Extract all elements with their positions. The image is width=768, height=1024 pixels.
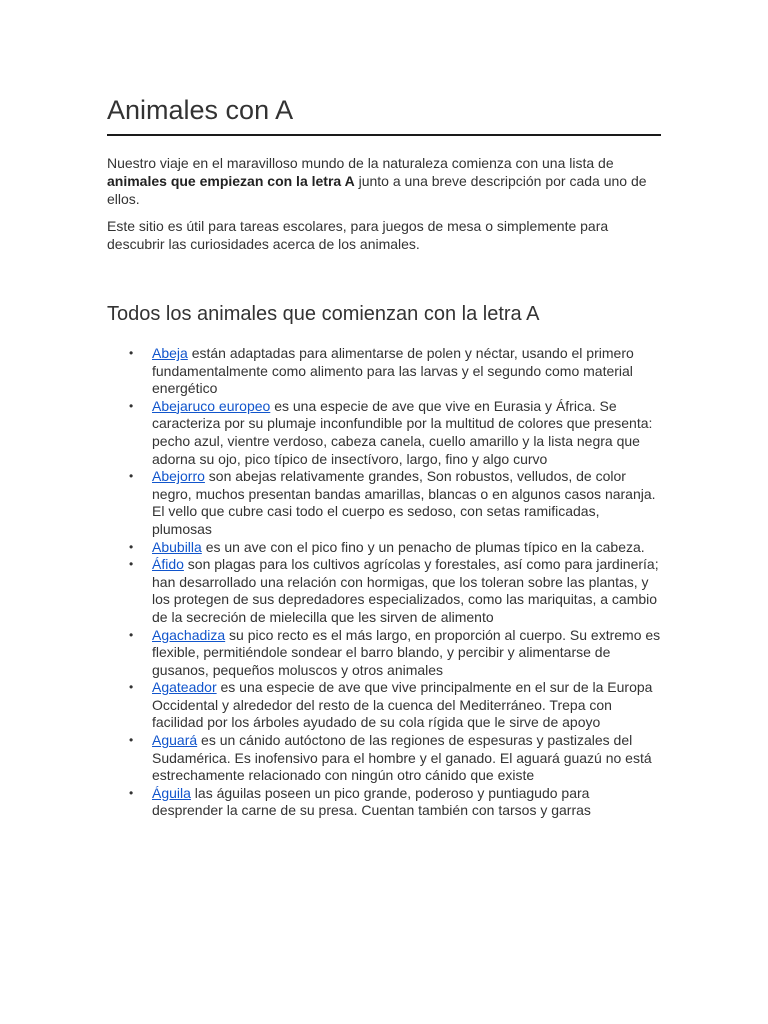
bullet-icon: • [129,557,134,572]
intro-text-start: Nuestro viaje en el maravilloso mundo de la naturaleza comienza con una lista de [107,155,614,171]
list-item [129,679,661,732]
animal-description: es una especie de ave que vive en Eurasia y África. Se caracteriza por su plumaje inconfundible por la multitud de colores que presenta: pecho azul, vientre verdoso, cabeza canela, cuello amarillo y la lista negra que adorna su ojo, pico típico de insectívoro, largo, fino y algo curvo [152,397,653,467]
list-item [129,626,661,680]
animal-list [107,345,661,820]
bullet-icon: • [129,398,134,413]
animal-description: las águilas poseen un pico grande, poderoso y puntiagudo para desprender la carne de su presa. Cuentan también con tarsos y garras [152,784,591,819]
animal-description: es un ave con el pico fino y un penacho de plumas típico en la cabeza. [201,538,645,555]
animal-link[interactable]: Agachadiza [152,626,226,643]
animal-link[interactable]: Agateador [152,679,217,696]
bullet-icon: • [129,733,134,748]
bullet-icon: • [129,346,134,360]
intro-section [107,154,661,262]
section-title: Todos los animales que comienzan con la letra A [107,303,540,325]
animal-description: están adaptadas para alimentarse de polen y néctar, usando el primero fundamentalmente como alimento para las larvas y el segundo como material energético [152,345,634,397]
intro-bold-text: animales que empiezan con la letra A [107,173,355,189]
list-item [129,556,661,626]
animal-link[interactable]: Aguará [152,732,198,749]
animal-description: son plagas para los cultivos agrícolas y forestales, así como para jardinería; han desarrollado una relación con hormigas, que los toleran sobre las plantas, y los protegen de sus depredadores especializados, como las mariquitas, a cambio de la secreción de mielecilla que les sirven de alimento [152,556,659,625]
animal-link[interactable]: Áfido [152,556,184,573]
bullet-icon: • [129,785,134,800]
list-item [129,468,661,538]
list-item [129,732,661,785]
page-title: Animales con A [107,95,294,125]
animal-link[interactable]: Abejorro [152,468,205,485]
list-item [129,784,661,820]
animal-link[interactable]: Abubilla [152,538,202,555]
bullet-icon: • [129,627,134,642]
list-item [129,397,661,468]
list-item [129,345,661,398]
bullet-icon: • [129,469,134,484]
animal-description: es un cánido autóctono de las regiones de espesuras y pastizales del Sudamérica. Es inofensivo para el hombre y el ganado. El aguará guazú no está estrechamente relacionado con ningún otro cánido que existe [152,732,652,784]
animal-link[interactable]: Abeja [152,345,188,361]
title-divider [107,134,661,136]
intro-paragraph-1 [107,154,661,208]
list-item [129,538,661,557]
bullet-icon: • [129,539,134,554]
animal-description: es una especie de ave que vive principalmente en el sur de la Europa Occidental y alrededor del resto de la cuenca del Mediterráneo. Trepa con facilidad por los árboles ayudado de su cola rígida que le sirve de apoyo [152,679,653,731]
animal-link[interactable]: Abejaruco europeo [152,397,271,414]
animal-link[interactable]: Águila [152,784,191,801]
bullet-icon: • [129,680,134,695]
animal-description: son abejas relativamente grandes, Son robustos, velludos, de color negro, muchos presentan bandas amarillas, blancas o en algunos casos naranja. El vello que cubre casi todo el cuerpo es sedoso, con setas ramificadas, plumosas [152,468,656,537]
intro-text-end: junto a una breve descripción por cada uno de ellos. [107,173,647,207]
intro-paragraph-2: Este sitio es útil para tareas escolares, para juegos de mesa o simplemente para descubrir las curiosidades acerca de los animales. [107,218,609,252]
animal-description: su pico recto es el más largo, en proporción al cuerpo. Su extremo es flexible, permitiéndole sondear el barro blando, y percibir y alimentarse de gusanos, pequeños moluscos y otros animales [152,626,661,678]
